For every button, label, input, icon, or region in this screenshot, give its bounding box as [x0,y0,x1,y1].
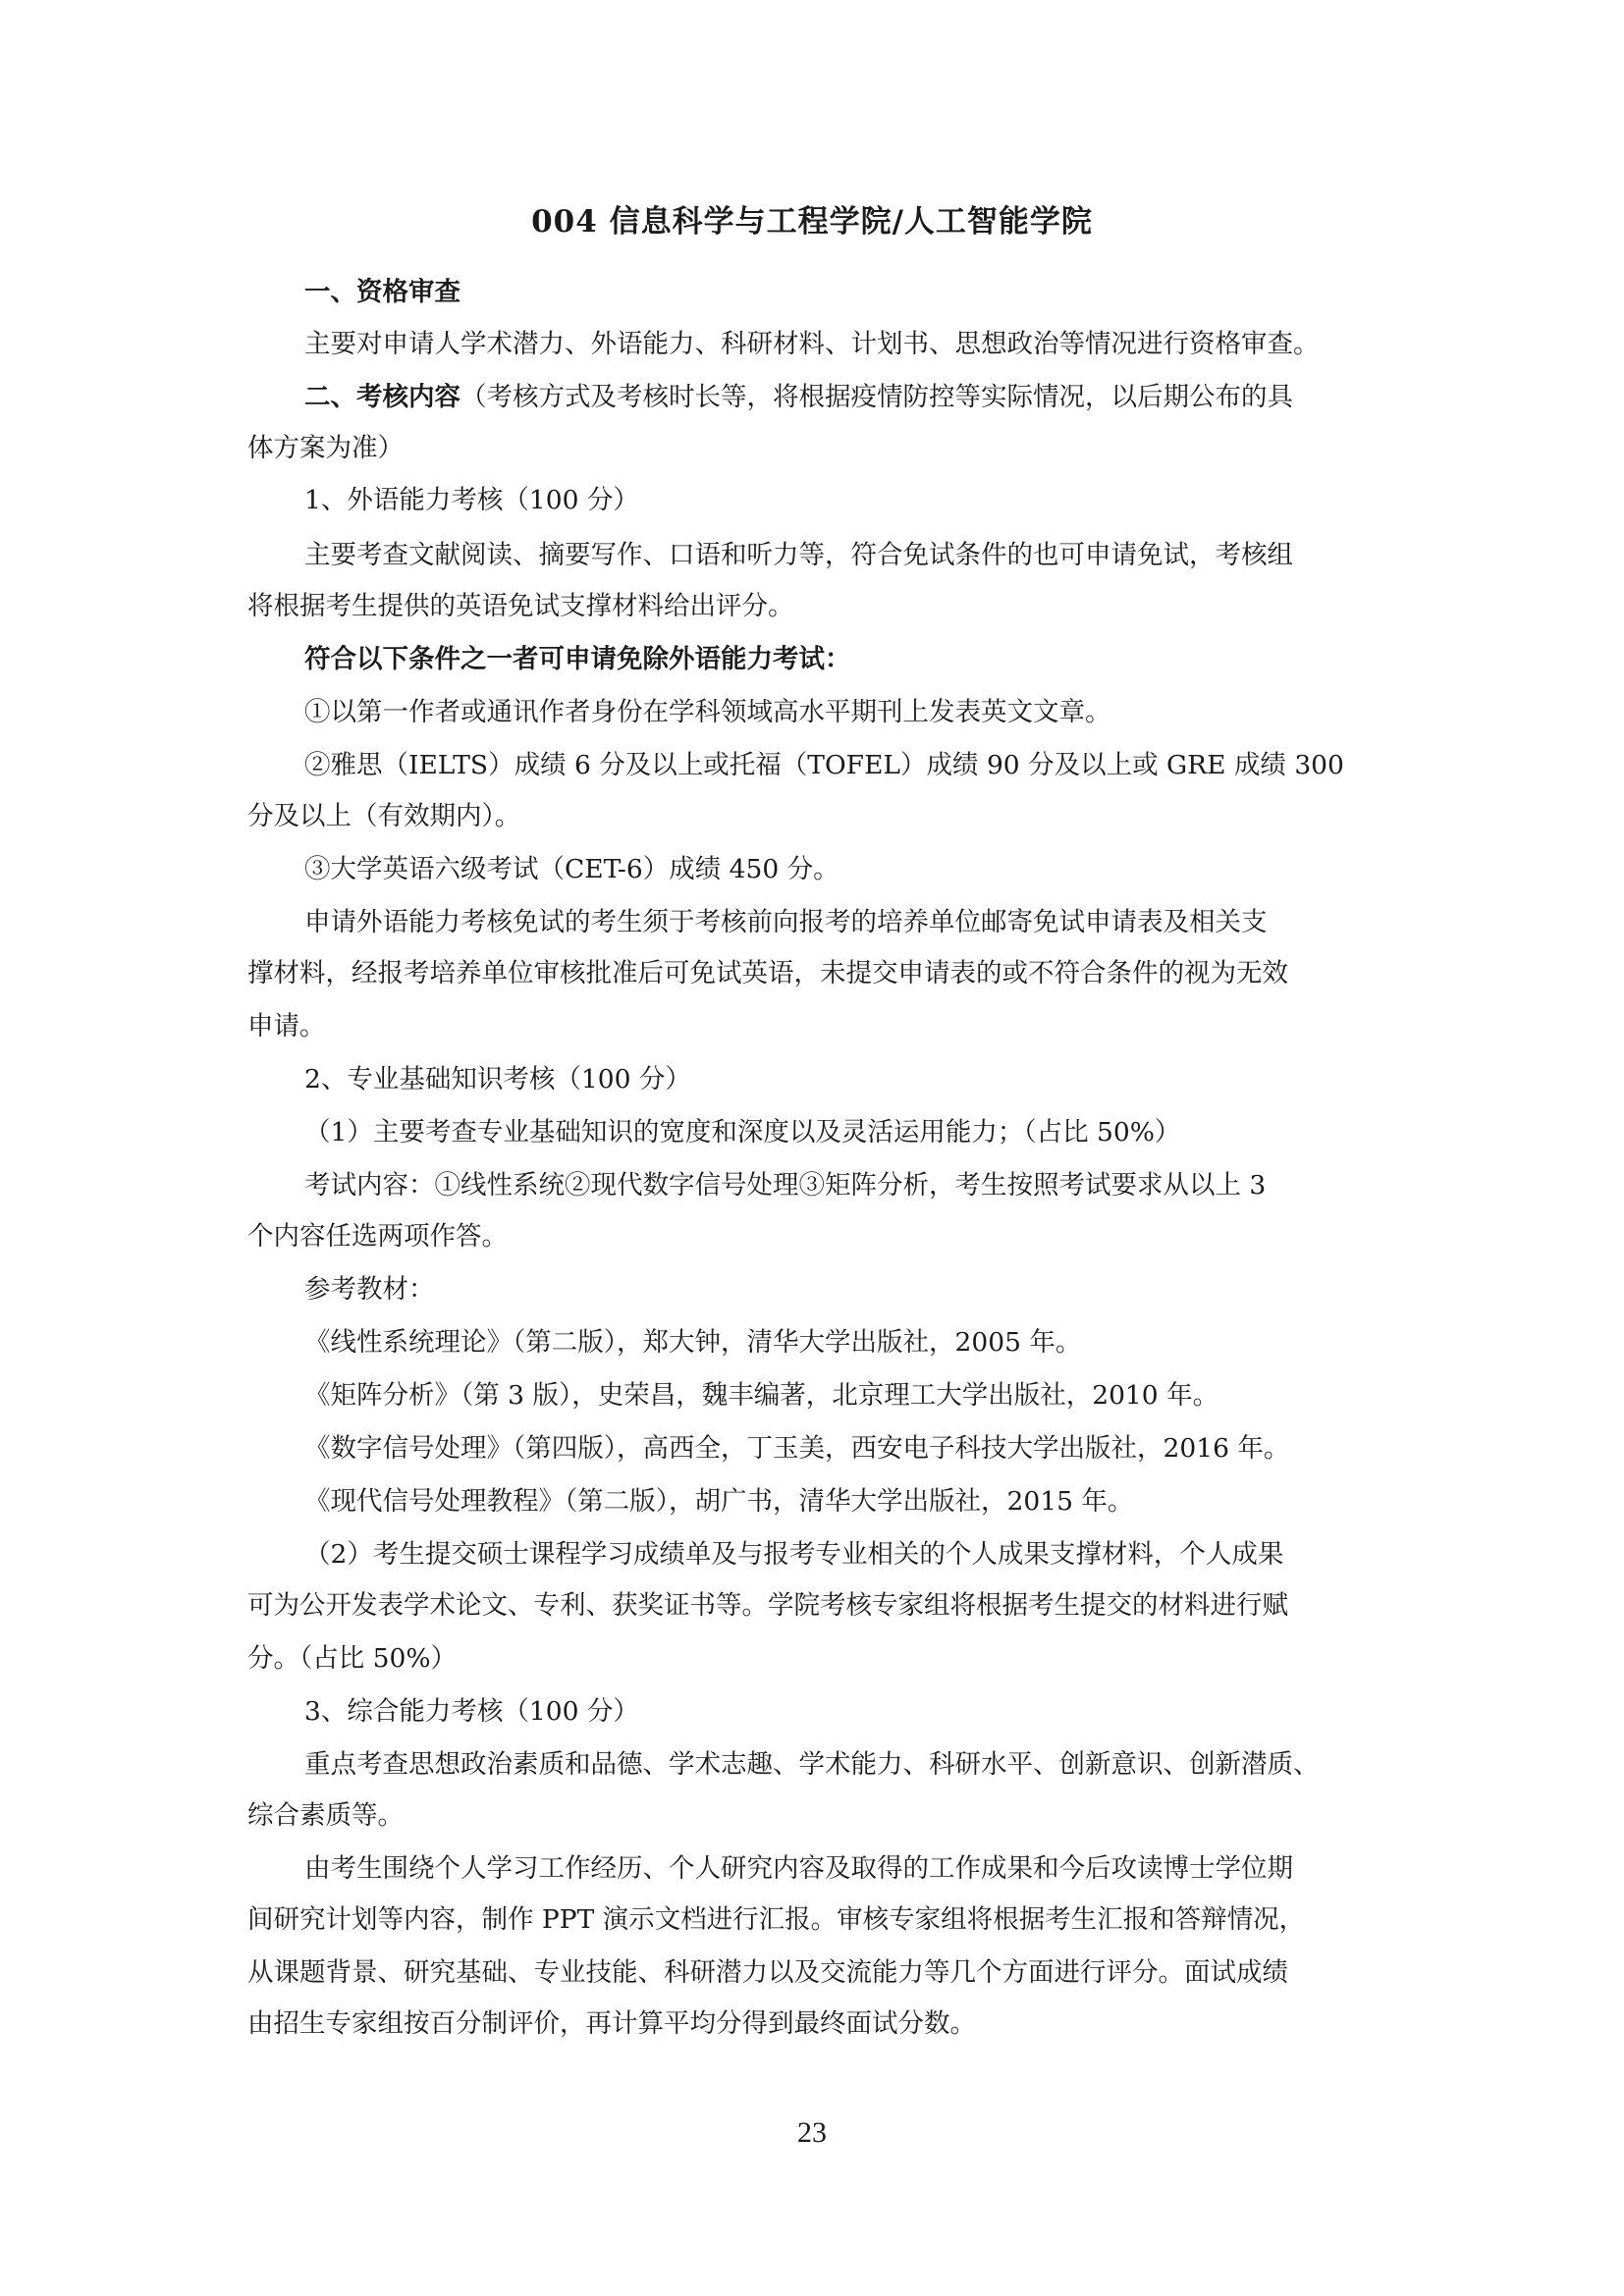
exemption-procedure: 申请外语能力考核免试的考生须于考核前向报考的培养单位邮寄免试申请表及相关支 [304,907,1268,937]
item3-para2-l3: 从课题背景、研究基础、专业技能、科研潜力以及交流能力等几个方面进行评分。面试成绩 [247,1957,1288,1988]
exemption-heading: 符合以下条件之一者可申请免除外语能力考试： [304,644,851,674]
item3-para1-cont: 综合素质等。 [247,1800,404,1831]
item2-heading: 2、专业基础知识考核（100 分） [304,1064,691,1095]
exam-content: 考试内容：①线性系统②现代数字信号处理③矩阵分析，考生按照考试要求从以上 3 [304,1170,1267,1201]
item2-sub2: （2）考生提交硕士课程学习成绩单及与报考专业相关的个人成果支撑材料，个人成果 [304,1539,1284,1570]
item3-para2-l4: 由招生专家组按百分制评价，再计算平均分得到最终面试分数。 [247,2008,976,2039]
qualification-body: 主要对申请人学术潜力、外语能力、科研材料、计划书、思想政治等情况进行资格审查。 [304,329,1320,359]
exemption-procedure-l2: 撑材料，经报考培养单位审核批准后可免试英语，未提交申请表的或不符合条件的视为无效 [247,958,1288,988]
item3-heading: 3、综合能力考核（100 分） [304,1696,639,1727]
item1-para1: 主要考查文献阅读、摘要写作、口语和听力等，符合免试条件的也可申请免试，考核组 [304,540,1293,570]
reference-1: 《线性系统理论》（第二版），郑大钟，清华大学出版社，2005 年。 [304,1327,1082,1358]
exemption-condition-2: ②雅思（IELTS）成绩 6 分及以上或托福（TOFEL）成绩 90 分及以上或 GRE 成绩 300 [304,750,1344,780]
item2-sub1: （1）主要考查专业基础知识的宽度和深度以及灵活运用能力；（占比 50%） [304,1117,1181,1148]
page-number: 23 [797,2116,827,2149]
page-title: 004 信息科学与工程学院/人工智能学院 [531,204,1093,240]
exemption-condition-3: ③大学英语六级考试（CET-6）成绩 450 分。 [304,854,839,884]
reference-heading: 参考教材： [304,1274,435,1305]
item1-heading: 1、外语能力考核（100 分） [304,485,639,515]
item2-sub2-l2: 可为公开发表学术论文、专利、获奖证书等。学院考核专家组将根据考生提交的材料进行赋 [247,1590,1288,1621]
section-heading-assessment: 二、考核内容 [304,382,460,412]
assessment-note-cont: 体方案为准） [247,433,404,463]
exemption-procedure-l3: 申请。 [247,1011,326,1041]
item3-para2-l2: 间研究计划等内容，制作 PPT 演示文档进行汇报。审核专家组将根据考生汇报和答辩情况， [247,1904,1306,1935]
exemption-condition-1: ①以第一作者或通讯作者身份在学科领域高水平期刊上发表英文文章。 [304,697,1111,727]
reference-2: 《矩阵分析》（第 3 版），史荣昌，魏丰编著，北京理工大学出版社，2010 年。 [304,1380,1219,1411]
section-heading-qualification: 一、资格审查 [304,277,460,307]
reference-4: 《现代信号处理教程》（第二版），胡广书，清华大学出版社，2015 年。 [304,1486,1134,1517]
item2-sub2-l3: 分。（占比 50%） [247,1643,458,1674]
assessment-note: （考核方式及考核时长等，将根据疫情防控等实际情况，以后期公布的具 [460,382,1293,412]
item3-para2: 由考生围绕个人学习工作经历、个人研究内容及取得的工作成果和今后攻读博士学位期 [304,1853,1293,1884]
exam-content-cont: 个内容任选两项作答。 [247,1221,508,1252]
assessment-heading-line [304,378,1386,417]
reference-3: 《数字信号处理》（第四版），高西全，丁玉美，西安电子科技大学出版社，2016 年。 [304,1433,1290,1464]
item1-para1-cont: 将根据考生提供的英语免试支撑材料给出评分。 [247,591,794,621]
item3-para1: 重点考查思想政治素质和品德、学术志趣、学术能力、科研水平、创新意识、创新潜质、 [304,1749,1320,1780]
exemption-condition-2-cont: 分及以上（有效期内）。 [247,801,521,831]
